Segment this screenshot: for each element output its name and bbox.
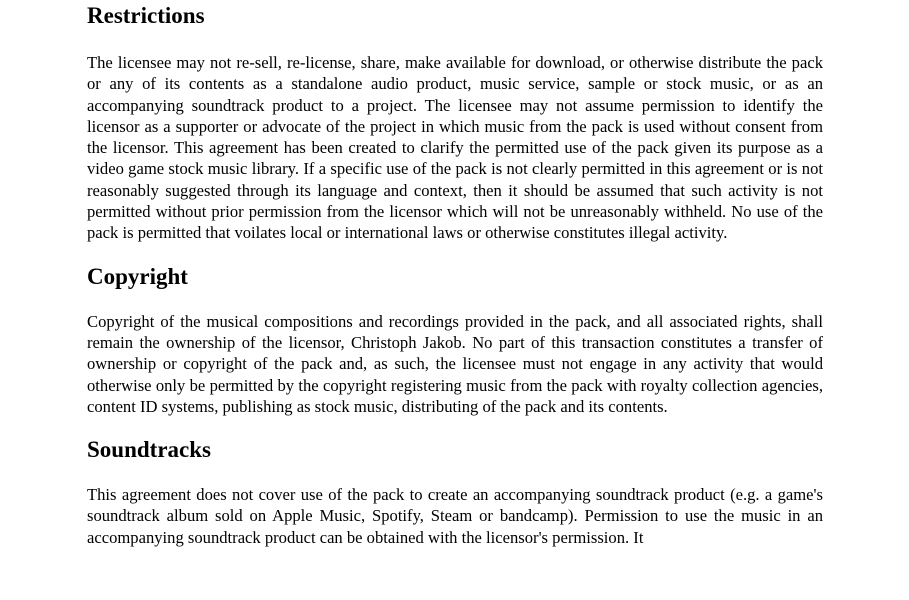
section-heading-soundtracks: Soundtracks bbox=[87, 437, 211, 463]
section-body-soundtracks: This agreement does not cover use of the pack to create an accompanying soundtrack product (e.g. a game's soundtrack album sold on Apple Music, Spotify, Steam or bandcamp). Permission to use the music in an accompanying soundtrack product can be obtained with the licensor's permission. It bbox=[87, 485, 823, 547]
section-restrictions bbox=[87, 2, 823, 244]
section-body-copyright: Copyright of the musical compositions and recordings provided in the pack, and all associated rights, shall remain the ownership of the licensor, Christoph Jakob. No part of this transaction constitutes a transfer of ownership or copyright of the pack and, as such, the licensee must not engage in any activity that would otherwise only be permitted by the copyright registering music from the pack with royalty collection agencies, content ID systems, publishing as stock music, distributing of the pack and its contents. bbox=[87, 311, 823, 416]
section-heading-restrictions: Restrictions bbox=[87, 3, 205, 28]
document-content bbox=[87, 2, 823, 548]
section-heading-copyright: Copyright bbox=[87, 263, 188, 289]
section-body-restrictions: The licensee may not re-sell, re-license, share, make available for download, or otherwise distribute the pack or any of its contents as a standalone audio product, music service, sample or stock music, or as an accompanying soundtrack product to a project. The licensee may not assume permission to identify the licensor as a supporter or advocate of the project in which music from the pack is used without consent from the licensor. This agreement has been created to clarify the permitted use of the pack given its purpose as a video game stock music library. If a specific use of the pack is not clearly permitted in this agreement or is not reasonably suggested through its language and context, then it should be assumed that such activity is not permitted without prior permission from the licensor which will not be unreasonably withheld. No use of the pack is permitted that voilates local or international laws or otherwise constitutes illegal activity. bbox=[87, 53, 823, 243]
section-soundtracks bbox=[87, 436, 823, 548]
section-copyright bbox=[87, 263, 823, 417]
